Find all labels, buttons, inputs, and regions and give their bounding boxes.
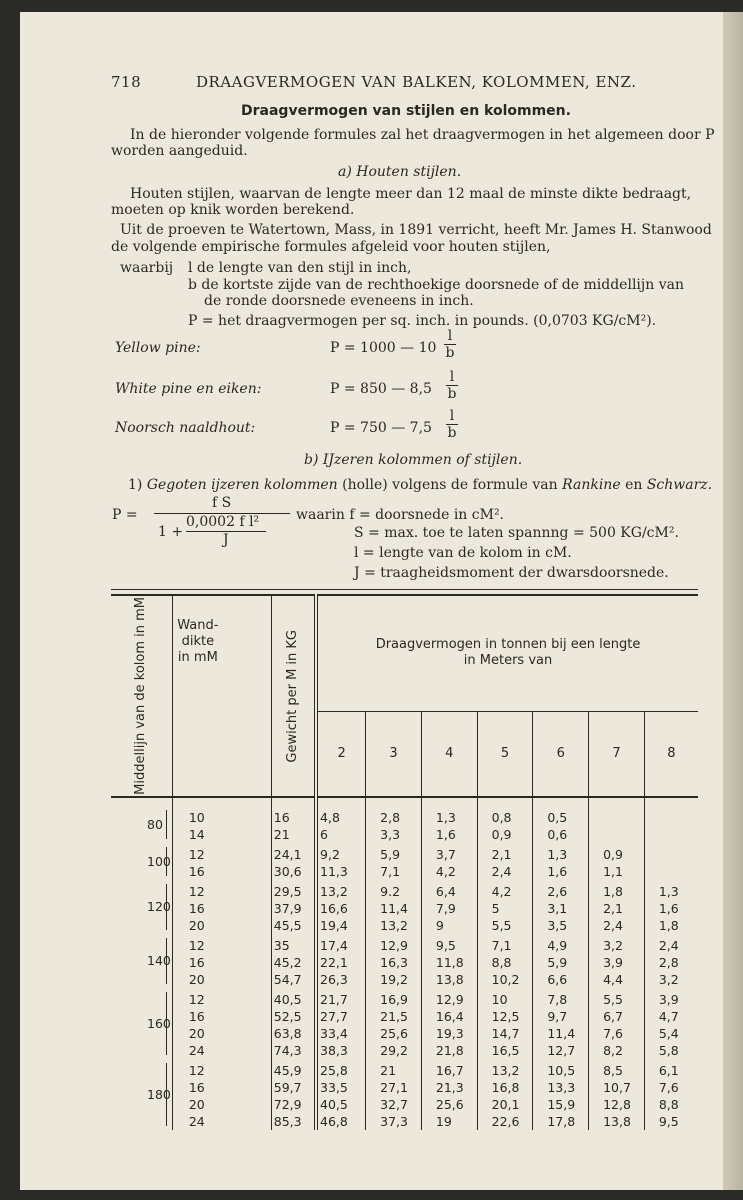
capacity-cell: 7,6: [589, 1025, 645, 1042]
table-row: [111, 1025, 698, 1042]
brace-icon: [166, 810, 173, 839]
capacity-cell: 13,2: [316, 880, 366, 900]
capacity-cell: 9: [421, 917, 477, 934]
capacity-cell: 9,2: [316, 843, 366, 863]
wall-thickness-cell: 16: [172, 954, 271, 971]
capacity-cell: 3,1: [533, 900, 589, 917]
capacity-cell: 25,8: [316, 1059, 366, 1079]
capacity-cell: [644, 826, 698, 843]
length-header: 4: [421, 711, 477, 796]
subheading-houten-stijlen: a) Houten stijlen.: [338, 164, 462, 180]
capacity-cell: 16,4: [421, 1008, 477, 1025]
wall-thickness-cell: 20: [172, 971, 271, 988]
capacity-cell: 4,4: [589, 971, 645, 988]
wall-thickness-cell: 24: [172, 1113, 271, 1130]
capacity-cell: 11,4: [366, 900, 422, 917]
subheading-ijzeren-kolommen: b) IJzeren kolommen of stijlen.: [304, 452, 523, 468]
capacity-cell: 27,1: [366, 1079, 422, 1096]
wall-thickness-cell: 14: [172, 826, 271, 843]
capacity-cell: 3,2: [589, 934, 645, 954]
table-row: [111, 1079, 698, 1096]
fraction-denominator: b: [447, 425, 457, 441]
capacity-cell: 9.2: [366, 880, 422, 900]
wall-thickness-cell: 16: [172, 1008, 271, 1025]
capacity-cell: [589, 826, 645, 843]
capacity-cell: 3,5: [533, 917, 589, 934]
wall-thickness-cell: 20: [172, 1025, 271, 1042]
table-row: [111, 954, 698, 971]
weight-cell: 52,5: [271, 1008, 316, 1025]
capacity-cell: [644, 797, 698, 826]
def-waarbij: waarbij: [120, 260, 174, 276]
wall-thickness-cell: 20: [172, 917, 271, 934]
capacity-cell: 2,4: [477, 863, 533, 880]
weight-cell: 54,7: [271, 971, 316, 988]
length-header: 7: [589, 711, 645, 796]
diameter-value: 120: [147, 899, 171, 915]
capacity-cell: 2,8: [658, 954, 679, 970]
weight-cell: 45,9: [271, 1059, 316, 1079]
capacity-cell: 10,7: [589, 1079, 645, 1096]
table-row: [111, 863, 698, 880]
weight-cell: 63,8: [271, 1025, 316, 1042]
capacity-cell: 11,8: [421, 954, 477, 971]
capacity-cell: 25,6: [366, 1025, 422, 1042]
def-P: P = het draagvermogen per sq. inch. in pounds. (0,0703 KG/cM²).: [188, 313, 657, 329]
capacity-cell: 21,8: [421, 1042, 477, 1059]
capacity-cell: 5,9: [366, 843, 422, 863]
diameter-value: 100: [147, 853, 171, 869]
capacity-cell: 16,8: [477, 1079, 533, 1096]
capacity-cell: 19,2: [366, 971, 422, 988]
table-row: [111, 826, 698, 843]
capacity-cell: 2,8: [366, 797, 422, 826]
capacity-cell: 2,4: [589, 917, 645, 934]
capacity-cell: 16,5: [477, 1042, 533, 1059]
capacity-cell: 13,2: [477, 1059, 533, 1079]
capacity-cell: 29,2: [366, 1042, 422, 1059]
table-row: [111, 1008, 698, 1025]
capacity-cell: 7,9: [421, 900, 477, 917]
capacity-cell: 4,8: [316, 797, 366, 826]
capacity-cell: 16,7: [421, 1059, 477, 1079]
diameter-value: 160: [147, 1015, 171, 1031]
table-row: [111, 1113, 698, 1130]
length-header: 5: [477, 711, 533, 796]
weight-cell: 59,7: [271, 1079, 316, 1096]
capacity-cell: 8,8: [477, 954, 533, 971]
capacity-cell: 22,1: [316, 954, 366, 971]
rankine-P: P =: [112, 507, 138, 523]
wall-thickness-cell: 12: [172, 988, 271, 1008]
fraction-numerator: l: [449, 369, 455, 385]
table-row: [111, 900, 698, 917]
table-top-rule: [111, 589, 698, 590]
capacity-cell: 7,6: [658, 1079, 679, 1095]
capacity-cell: 46,8: [316, 1113, 366, 1130]
diameter-value: 140: [147, 953, 171, 969]
diameter-cell: [111, 988, 172, 1059]
table-row: [111, 1096, 698, 1113]
capacity-cell: 16,6: [316, 900, 366, 917]
header-draagvermogen: Draagvermogen in tonnen bij een lengte in Meters van: [316, 595, 698, 711]
header-middellijn: Middellijn van de kolom in mM: [111, 595, 172, 797]
wall-thickness-cell: 12: [172, 934, 271, 954]
capacity-cell: 12,8: [589, 1096, 645, 1113]
capacity-cell: 10: [477, 988, 533, 1008]
weight-cell: 35: [271, 934, 316, 954]
wall-thickness-cell: 12: [172, 843, 271, 863]
formula-label-white-pine: White pine en eiken:: [115, 381, 262, 397]
capacity-cell: 12,7: [533, 1042, 589, 1059]
capacity-cell: 1,3: [421, 797, 477, 826]
formula-noorsch: P = 750 — 7,5: [330, 420, 432, 436]
formula-yellow-pine: P = 1000 — 10: [330, 340, 437, 356]
capacity-cell: 4,7: [658, 1008, 679, 1024]
capacity-cell: 17,4: [316, 934, 366, 954]
page-edge: [723, 12, 743, 1190]
capacity-cell: 6,6: [533, 971, 589, 988]
capacity-cell: 12,9: [421, 988, 477, 1008]
capacity-cell: 3,3: [366, 826, 422, 843]
capacity-cell: 2,1: [589, 900, 645, 917]
capacity-cell: 6,7: [589, 1008, 645, 1025]
table-row: [111, 988, 698, 1008]
para2-line-1: Uit de proeven te Watertown, Mass, in 1891 verricht, heeft Mr. James H. Stanwood: [120, 222, 712, 238]
brace-icon: [166, 1063, 173, 1126]
capacity-cell: 3,9: [658, 991, 679, 1007]
capacity-cell: 7,1: [366, 863, 422, 880]
fraction-denominator: b: [447, 386, 457, 402]
brace-icon: [166, 884, 173, 930]
capacity-cell: 4,9: [533, 934, 589, 954]
rankine-numerator: f S: [212, 495, 232, 511]
capacity-cell: 26,3: [316, 971, 366, 988]
capacity-cell: 3,9: [589, 954, 645, 971]
capacity-cell: 0,9: [477, 826, 533, 843]
capacity-cell: 4,2: [421, 863, 477, 880]
capacity-cell: 27,7: [316, 1008, 366, 1025]
capacity-cell: 13,8: [589, 1113, 645, 1130]
capacity-cell: 40,5: [316, 1096, 366, 1113]
weight-cell: 85,3: [271, 1113, 316, 1130]
fraction-l-over-b: [446, 408, 458, 441]
para1-line-2: moeten op knik worden berekend.: [111, 202, 355, 218]
capacity-cell: 17,8: [533, 1113, 589, 1130]
capacity-cell: 2,1: [477, 843, 533, 863]
diameter-value: 80: [147, 816, 163, 832]
capacity-cell: 38,3: [316, 1042, 366, 1059]
capacity-cell: 1,3: [658, 883, 679, 899]
weight-cell: 30,6: [271, 863, 316, 880]
rankine-inner-numerator: 0,0002 f l²: [186, 514, 260, 530]
table-row: [111, 934, 698, 954]
capacity-cell: 1,8: [658, 917, 679, 933]
capacity-cell: 2,4: [658, 937, 679, 953]
capacity-cell: 32,7: [366, 1096, 422, 1113]
capacity-cell: 6: [316, 826, 366, 843]
table-body: [111, 797, 698, 1130]
formula-white-pine: P = 850 — 8,5: [330, 381, 432, 397]
brace-icon: [166, 847, 173, 876]
capacity-cell: 11,3: [316, 863, 366, 880]
capacity-cell: 1,3: [533, 843, 589, 863]
capacity-cell: 0,5: [533, 797, 589, 826]
length-header: 2: [316, 711, 366, 796]
capacity-cell: 0,8: [477, 797, 533, 826]
capacity-cell: 12,5: [477, 1008, 533, 1025]
table-row: [111, 843, 698, 863]
capacity-cell: 19: [421, 1113, 477, 1130]
capacity-cell: 1,6: [421, 826, 477, 843]
capacity-cell: 16,3: [366, 954, 422, 971]
capacity-cell: 7,8: [533, 988, 589, 1008]
capacity-cell: 10,2: [477, 971, 533, 988]
capacity-cell: 16,9: [366, 988, 422, 1008]
rankine-one-plus: 1 +: [158, 524, 184, 540]
def-b-line-2: de ronde doorsnede eveneens in inch.: [204, 293, 474, 309]
weight-cell: 40,5: [271, 988, 316, 1008]
weight-cell: 74,3: [271, 1042, 316, 1059]
fraction-l-over-b: [444, 328, 456, 361]
diameter-cell: [111, 934, 172, 988]
capacity-cell: 1,1: [589, 863, 645, 880]
capacity-cell: 15,9: [533, 1096, 589, 1113]
capacity-cell: 7,1: [477, 934, 533, 954]
capacity-cell: 8,8: [658, 1096, 679, 1112]
capacity-cell: 21,5: [366, 1008, 422, 1025]
capacity-cell: 22,6: [477, 1113, 533, 1130]
legend-J: J = traagheidsmoment der dwarsdoorsnede.: [354, 565, 669, 581]
capacity-cell: 21: [366, 1059, 422, 1079]
table-row: [111, 880, 698, 900]
capacity-cell: 20,1: [477, 1096, 533, 1113]
capacity-cell: 10,5: [533, 1059, 589, 1079]
draagvermogen-table: [111, 594, 698, 1130]
length-header: 6: [533, 711, 589, 796]
def-b-line-1: b de kortste zijde van de rechthoekige doorsnede of de middellijn van: [188, 277, 684, 293]
capacity-cell: 33,5: [316, 1079, 366, 1096]
capacity-cell: 5,5: [477, 917, 533, 934]
capacity-cell: 1,6: [533, 863, 589, 880]
wall-thickness-cell: 16: [172, 863, 271, 880]
capacity-cell: 33,4: [316, 1025, 366, 1042]
capacity-cell: 13,8: [421, 971, 477, 988]
capacity-cell: 3,2: [658, 971, 679, 987]
weight-cell: 16: [271, 797, 316, 826]
diameter-cell: [111, 1059, 172, 1130]
capacity-cell: 0,6: [533, 826, 589, 843]
capacity-cell: 37,3: [366, 1113, 422, 1130]
brace-icon: [166, 938, 173, 984]
capacity-cell: 21,3: [421, 1079, 477, 1096]
capacity-cell: 9,5: [421, 934, 477, 954]
rankine-line: 1) Gegoten ijzeren kolommen (holle) volgens de formule van Rankine en Schwarz.: [128, 477, 713, 493]
capacity-cell: 5: [477, 900, 533, 917]
fraction-denominator: b: [445, 345, 455, 361]
capacity-cell: 2,6: [533, 880, 589, 900]
intro-line-2: worden aangeduid.: [111, 143, 248, 159]
capacity-cell: [644, 863, 698, 880]
brace-icon: [166, 992, 173, 1055]
para2-line-2: de volgende empirische formules afgeleid voor houten stijlen,: [111, 239, 551, 255]
weight-cell: 29,5: [271, 880, 316, 900]
weight-cell: 37,9: [271, 900, 316, 917]
def-l: l de lengte van den stijl in inch,: [188, 260, 412, 276]
weight-cell: 72,9: [271, 1096, 316, 1113]
fraction-l-over-b: [446, 369, 458, 402]
table-row: [111, 1059, 698, 1079]
diameter-cell: [111, 880, 172, 934]
wall-thickness-cell: 20: [172, 1096, 271, 1113]
capacity-cell: 25,6: [421, 1096, 477, 1113]
wall-thickness-cell: 12: [172, 880, 271, 900]
capacity-cell: 9,7: [533, 1008, 589, 1025]
diameter-cell: [111, 797, 172, 843]
wall-thickness-cell: 12: [172, 1059, 271, 1079]
wall-thickness-cell: 10: [172, 797, 271, 826]
capacity-cell: 13,2: [366, 917, 422, 934]
capacity-cell: 12,9: [366, 934, 422, 954]
wall-thickness-cell: 16: [172, 1079, 271, 1096]
capacity-cell: 1,6: [658, 900, 679, 916]
section-title: Draagvermogen van stijlen en kolommen.: [241, 103, 571, 119]
table-row: [111, 797, 698, 826]
capacity-cell: 5,5: [589, 988, 645, 1008]
para1-line-1: Houten stijlen, waarvan de lengte meer dan 12 maal de minste dikte bedraagt,: [130, 186, 692, 202]
capacity-cell: 6,4: [421, 880, 477, 900]
diameter-cell: [111, 843, 172, 880]
length-header: 3: [366, 711, 422, 796]
capacity-cell: 14,7: [477, 1025, 533, 1042]
weight-cell: 24,1: [271, 843, 316, 863]
legend-f: waarin f = doorsnede in cM².: [296, 507, 505, 523]
capacity-cell: 5,4: [658, 1025, 679, 1041]
capacity-cell: [589, 797, 645, 826]
capacity-cell: 9,5: [658, 1113, 679, 1129]
fraction-numerator: l: [449, 408, 455, 424]
weight-cell: 21: [271, 826, 316, 843]
page-number: 718: [111, 73, 142, 91]
legend-S: S = max. toe te laten spannng = 500 KG/cM².: [354, 525, 679, 541]
wall-thickness-cell: 16: [172, 900, 271, 917]
capacity-cell: 1,8: [589, 880, 645, 900]
capacity-cell: 21,7: [316, 988, 366, 1008]
capacity-cell: 13,3: [533, 1079, 589, 1096]
capacity-cell: [644, 843, 698, 863]
formula-label-noorsch: Noorsch naaldhout:: [115, 420, 256, 436]
weight-cell: 45,2: [271, 954, 316, 971]
capacity-cell: 11,4: [533, 1025, 589, 1042]
capacity-cell: 8,5: [589, 1059, 645, 1079]
capacity-cell: 8,2: [589, 1042, 645, 1059]
header-wanddikte: Wand- dikte in mM: [172, 595, 271, 797]
intro-line-1: In de hieronder volgende formules zal het draagvermogen in het algemeen door P: [130, 127, 715, 143]
capacity-cell: 4,2: [477, 880, 533, 900]
weight-cell: 45,5: [271, 917, 316, 934]
capacity-cell: 19,3: [421, 1025, 477, 1042]
fraction-numerator: l: [447, 328, 453, 344]
formula-label-yellow-pine: Yellow pine:: [115, 340, 201, 356]
rankine-inner-denominator: J: [223, 532, 229, 548]
capacity-cell: 6,1: [658, 1062, 679, 1078]
capacity-cell: 0,9: [589, 843, 645, 863]
capacity-cell: 19,4: [316, 917, 366, 934]
capacity-cell: 5,8: [658, 1042, 679, 1058]
legend-l: l = lengte van de kolom in cM.: [354, 545, 572, 561]
length-header: 8: [644, 711, 698, 796]
table-row: [111, 1042, 698, 1059]
table-row: [111, 971, 698, 988]
diameter-value: 180: [147, 1086, 171, 1102]
wall-thickness-cell: 24: [172, 1042, 271, 1059]
header-gewicht: Gewicht per M in KG: [271, 595, 316, 797]
running-title: DRAAGVERMOGEN VAN BALKEN, KOLOMMEN, ENZ.: [196, 73, 637, 91]
table-row: [111, 917, 698, 934]
capacity-cell: 3,7: [421, 843, 477, 863]
capacity-cell: 5,9: [533, 954, 589, 971]
